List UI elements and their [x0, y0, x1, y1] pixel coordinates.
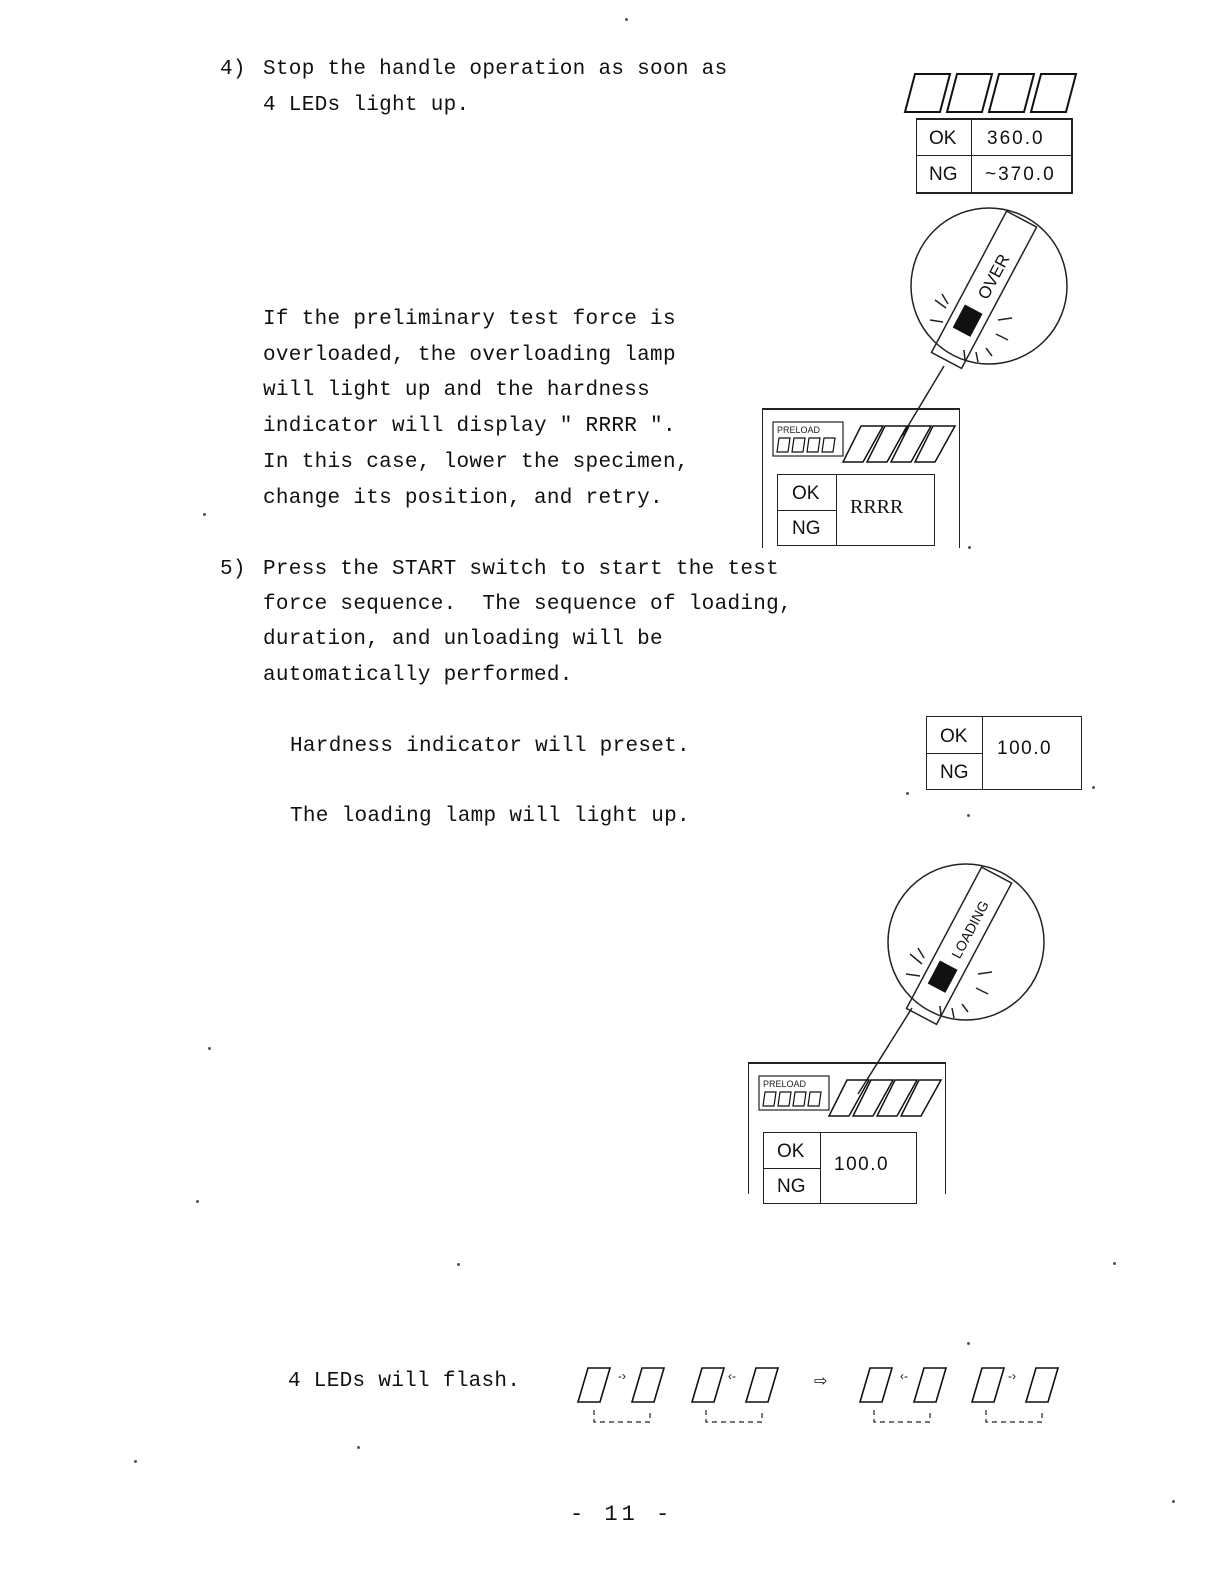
svg-text:‹-: ‹-	[728, 1369, 736, 1383]
speck	[906, 792, 909, 795]
preload-label: PRELOAD	[777, 425, 821, 435]
ng-label: NG	[940, 762, 969, 783]
overload-line-6: change its position, and retry.	[263, 487, 663, 510]
preload-leds-icon	[759, 1076, 935, 1120]
ok-value: 100.0	[834, 1154, 890, 1175]
ok-label: OK	[940, 726, 968, 747]
overload-line-1: If the preliminary test force is	[263, 308, 676, 331]
flashing-leds-sequence-icon	[578, 1366, 1074, 1428]
ok-value: 100.0	[997, 738, 1053, 759]
flash-text: 4 LEDs will flash.	[288, 1370, 521, 1393]
over-lamp-label: OVER	[974, 250, 1014, 303]
overload-line-3: will light up and the hardness	[263, 379, 651, 402]
step-5-line-3: duration, and unloading will be	[263, 628, 663, 651]
readout-top	[916, 118, 1073, 194]
svg-text:-›: -›	[618, 1369, 626, 1383]
readout-over	[777, 474, 935, 546]
overload-line-2: overloaded, the overloading lamp	[263, 344, 676, 367]
ok-label: OK	[777, 1141, 805, 1162]
four-led-digits-icon	[905, 72, 1080, 114]
speck	[1172, 1500, 1175, 1503]
ng-value: ~370.0	[985, 164, 1056, 185]
preload-leds-icon	[773, 422, 949, 466]
svg-text:-›: -›	[1008, 1369, 1016, 1383]
speck	[967, 1342, 970, 1345]
step-4-number: 4)	[220, 58, 246, 81]
svg-text:‹-: ‹-	[900, 1369, 908, 1383]
ok-value: RRRR	[850, 496, 904, 518]
ok-label: OK	[792, 483, 820, 504]
speck	[625, 18, 628, 21]
speck	[203, 513, 206, 516]
speck	[1113, 1262, 1116, 1265]
ok-value: 360.0	[987, 128, 1045, 149]
preload-label: PRELOAD	[763, 1079, 807, 1089]
preset-text: Hardness indicator will preset.	[290, 735, 690, 758]
page-number: - 11 -	[570, 1502, 674, 1527]
step-4-line-2: 4 LEDs light up.	[263, 94, 470, 117]
control-panel-loading	[748, 1062, 946, 1197]
control-panel-over	[762, 408, 960, 548]
loading-text: The loading lamp will light up.	[290, 805, 690, 828]
readout-loading	[763, 1132, 917, 1204]
overload-line-4: indicator will display " RRRR ".	[263, 415, 676, 438]
step-5-number: 5)	[220, 558, 246, 581]
ng-label: NG	[777, 1176, 806, 1197]
step-5-line-2: force sequence. The sequence of loading,	[263, 593, 792, 616]
overload-line-5: In this case, lower the specimen,	[263, 451, 689, 474]
speck	[134, 1460, 137, 1463]
speck	[457, 1263, 460, 1266]
over-lamp-callout	[880, 200, 1080, 440]
step-5-line-4: automatically performed.	[263, 664, 573, 687]
speck	[357, 1446, 360, 1449]
speck	[208, 1047, 211, 1050]
ok-label: OK	[929, 128, 957, 149]
readout-preset	[926, 716, 1082, 790]
speck	[967, 814, 970, 817]
ng-label: NG	[792, 518, 821, 539]
speck	[968, 546, 971, 549]
speck	[196, 1200, 199, 1203]
svg-text:⇨: ⇨	[814, 1371, 828, 1390]
step-4-line-1: Stop the handle operation as soon as	[263, 58, 728, 81]
step-5-line-1: Press the START switch to start the test	[263, 558, 780, 581]
loading-lamp-label: LOADING	[948, 897, 992, 962]
ng-label: NG	[929, 164, 958, 185]
speck	[1092, 786, 1095, 789]
